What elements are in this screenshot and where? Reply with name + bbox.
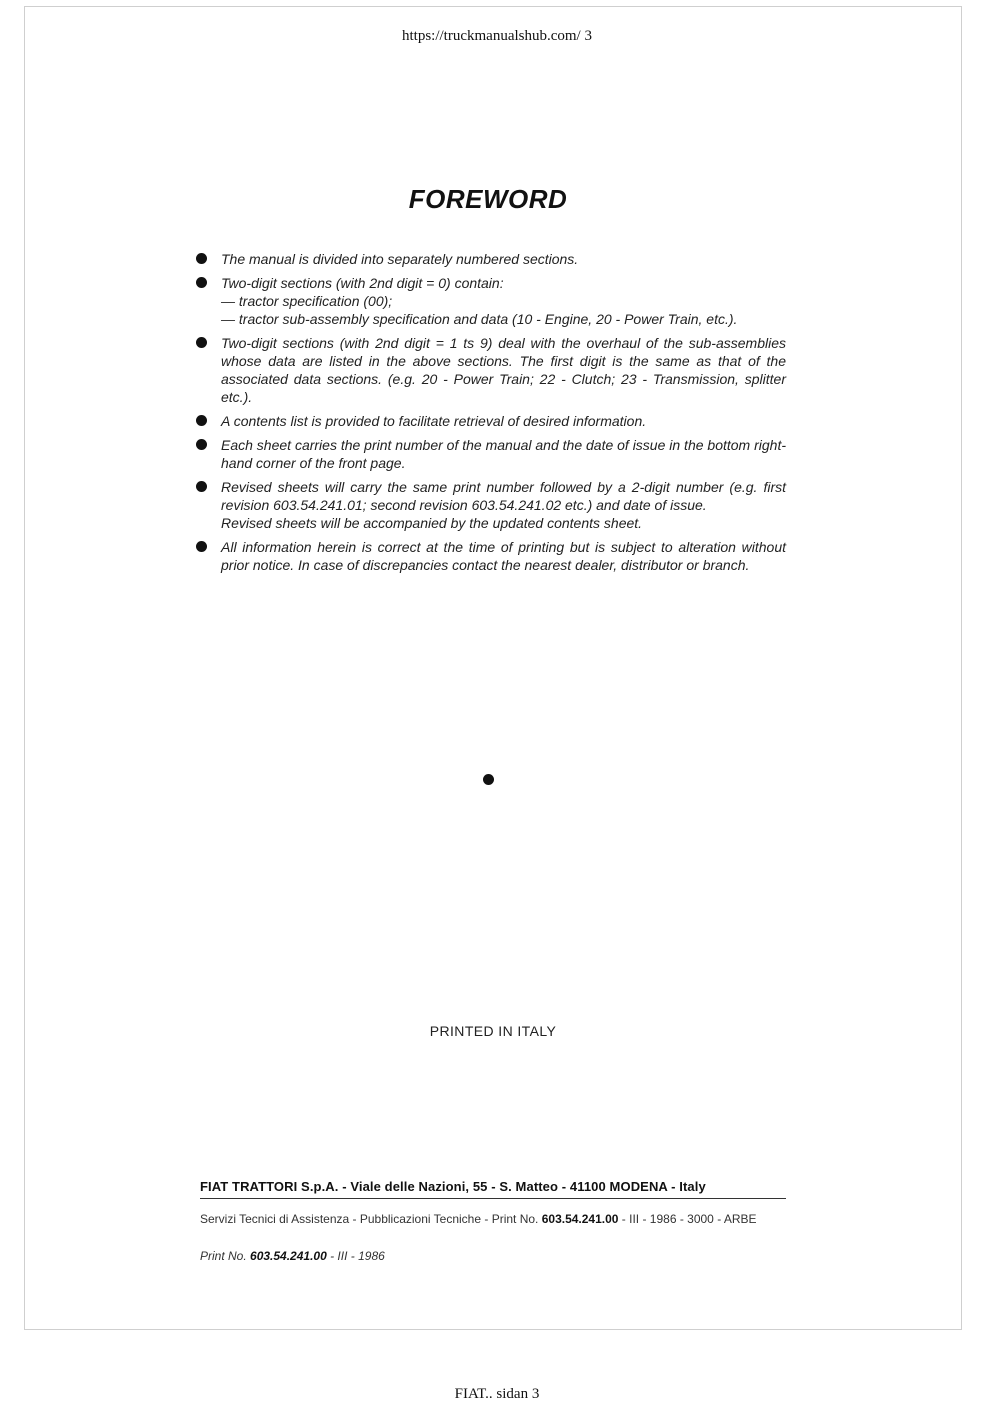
print-number-line xyxy=(200,1249,786,1263)
printed-in-italy: PRINTED IN ITALY xyxy=(429,1023,557,1039)
list-item xyxy=(196,274,786,328)
print-number-suffix: - III - 1986 xyxy=(326,1249,385,1263)
item-text: Each sheet carries the print number of the manual and the date of issue in the bottom right-hand corner of the front page. xyxy=(221,437,786,471)
sub-item: — tractor specification (00); xyxy=(221,293,393,309)
bullet-icon xyxy=(196,337,207,348)
services-suffix: - III - 1986 - 3000 - ARBE xyxy=(618,1212,757,1226)
foreword-list xyxy=(196,250,786,580)
services-line xyxy=(200,1212,786,1226)
list-item xyxy=(196,538,786,574)
list-item xyxy=(196,412,786,430)
services-print-number: 603.54.241.00 xyxy=(541,1212,619,1226)
bullet-icon xyxy=(196,541,207,552)
company-address: FIAT TRATTORI S.p.A. - Viale delle Nazioni, 55 - S. Matteo - 41100 MODENA - Italy xyxy=(200,1179,786,1199)
services-prefix: Servizi Tecnici di Assistenza - Pubblicazioni Tecniche - Print No. xyxy=(200,1212,542,1226)
bullet-icon xyxy=(196,415,207,426)
bullet-icon xyxy=(196,481,207,492)
list-item xyxy=(196,250,786,268)
item-text: A contents list is provided to facilitate retrieval of desired information. xyxy=(221,413,647,429)
print-number-prefix: Print No. xyxy=(200,1249,251,1263)
item-note: Revised sheets will be accompanied by the updated contents sheet. xyxy=(221,515,643,531)
item-text: The manual is divided into separately numbered sections. xyxy=(221,251,579,267)
item-text: Revised sheets will carry the same print number followed by a 2-digit number (e.g. first revision 603.54.241.01; second revision 603.54.241.02 etc.) and date of issue. xyxy=(221,479,786,513)
item-text: Two-digit sections (with 2nd digit = 0) contain: xyxy=(221,275,504,291)
print-number: 603.54.241.00 xyxy=(250,1249,327,1263)
bullet-icon xyxy=(196,253,207,264)
bullet-icon xyxy=(196,439,207,450)
sub-item: — tractor sub-assembly specification and data (10 - Engine, 20 - Power Train, etc.). xyxy=(221,311,738,327)
item-text: Two-digit sections (with 2nd digit = 1 ts 9) deal with the overhaul of the sub-assemblies whose data are listed in the above sections. The first digit is the same as that of the associated data sections. (e.g. 20 - Power Train; 22 - Clutch; 23 - Transmission, splitter etc.). xyxy=(221,335,786,405)
page-title: FOREWORD xyxy=(408,184,568,214)
list-item xyxy=(196,436,786,472)
site-url[interactable]: https://truckmanualshub.com/ 3 xyxy=(402,28,592,44)
page-label: FIAT.. sidan 3 xyxy=(454,1386,540,1402)
item-text: All information herein is correct at the time of printing but is subject to alteration without prior notice. In case of discrepancies contact the nearest dealer, distributor or branch. xyxy=(221,539,786,573)
bullet-icon xyxy=(196,277,207,288)
list-item xyxy=(196,478,786,532)
center-dot-icon xyxy=(483,774,494,785)
list-item xyxy=(196,334,786,406)
